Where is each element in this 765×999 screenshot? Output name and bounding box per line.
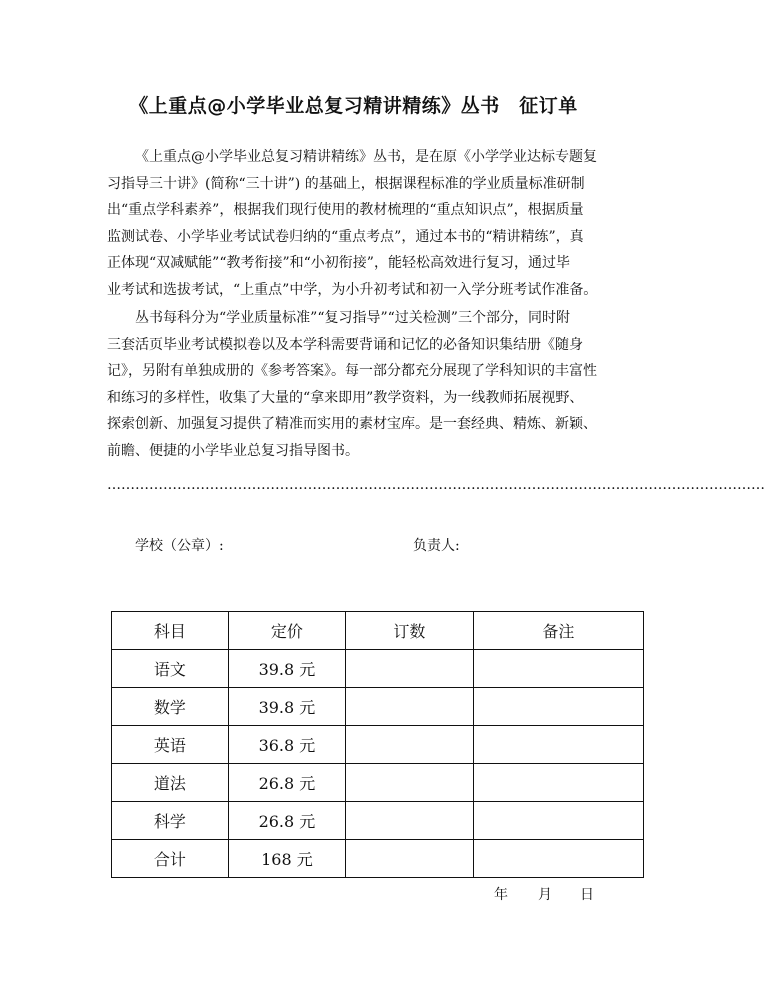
table-row [112,688,644,726]
price-cell: 39.8 元 [228,650,345,688]
subject-cell: 语文 [112,650,229,688]
table-row [112,726,644,764]
total-label-cell: 合计 [112,840,229,878]
detail-line: 丛书每科分为“学业质量标准”“复习指导”“过关检测”三个部分，同时附 [135,310,570,326]
remarks-cell[interactable] [473,688,643,726]
date-line [494,884,594,904]
order-table [111,611,644,878]
subject-cell: 科学 [112,802,229,840]
month-label: 月 [538,887,552,903]
detail-line: 前瞻、便捷的小学毕业总复习指导图书。 [107,442,359,459]
school-seal-field[interactable]: 学校（公章）: [135,538,224,554]
intro-line: 习指导三十讲》(简称“三十讲”) 的基础上，根据课程标准的学业质量标准研制 [107,175,585,192]
quantity-cell[interactable] [345,688,473,726]
detail-line: 和练习的多样性，收集了大量的“拿来即用”教学资料，为一线教师拓展视野、 [107,389,584,406]
remarks-cell[interactable] [473,650,643,688]
header-quantity: 订数 [345,612,473,650]
page-title: 《上重点@小学毕业总复习精讲精练》丛书 征订单 [129,95,578,117]
header-remarks: 备注 [473,612,643,650]
intro-line: 出“重点学科素养”，根据我们现行使用的教材梳理的“重点知识点”，根据质量 [107,202,584,218]
year-label: 年 [494,887,508,903]
table-row [112,802,644,840]
responsible-person-field[interactable]: 负责人: [413,538,460,554]
price-cell: 36.8 元 [228,726,345,764]
total-remarks-cell[interactable] [473,840,643,878]
detail-line: 记》，另附有单独成册的《参考答案》。每一部分都充分展现了学科知识的丰富性 [107,363,597,379]
intro-line: 监测试卷、小学毕业考试试卷归纳的“重点考点”，通过本书的“精讲精练”，真 [107,228,584,245]
remarks-cell[interactable] [473,764,643,802]
intro-paragraph [107,144,603,303]
quantity-cell[interactable] [345,764,473,802]
subject-cell: 英语 [112,726,229,764]
table-row [112,764,644,802]
quantity-cell[interactable] [345,726,473,764]
detail-line: 探索创新、加强复习提供了精准而实用的素材宝库。是一套经典、精炼、新颖、 [107,416,597,432]
subject-cell: 道法 [112,764,229,802]
price-cell: 26.8 元 [228,764,345,802]
remarks-cell[interactable] [473,726,643,764]
intro-line: 《上重点@小学毕业总复习精讲精练》丛书，是在原《小学学业达标专题复 [135,149,597,165]
detail-line: 三套活页毕业考试模拟卷以及本学科需要背诵和记忆的必备知识集结册《随身 [107,336,583,353]
total-quantity-cell[interactable] [345,840,473,878]
detail-paragraph [107,305,603,464]
table-total-row [112,840,644,878]
intro-line: 业考试和选拔考试，“上重点”中学，为小升初考试和初一入学分班考试作准备。 [107,281,598,298]
header-subject: 科目 [112,612,229,650]
remarks-cell[interactable] [473,802,643,840]
total-price-cell: 168 元 [228,840,345,878]
header-price: 定价 [228,612,345,650]
price-cell: 39.8 元 [228,688,345,726]
intro-line: 正体现“双减赋能”“教考衔接”和“小初衔接”，能轻松高效进行复习，通过毕 [107,255,570,271]
table-header-row [112,612,644,650]
dotted-separator: …………………………………………………………………………………………………………………………… [107,477,765,493]
subject-cell: 数学 [112,688,229,726]
price-cell: 26.8 元 [228,802,345,840]
day-label: 日 [580,887,594,903]
quantity-cell[interactable] [345,802,473,840]
table-row [112,650,644,688]
quantity-cell[interactable] [345,650,473,688]
